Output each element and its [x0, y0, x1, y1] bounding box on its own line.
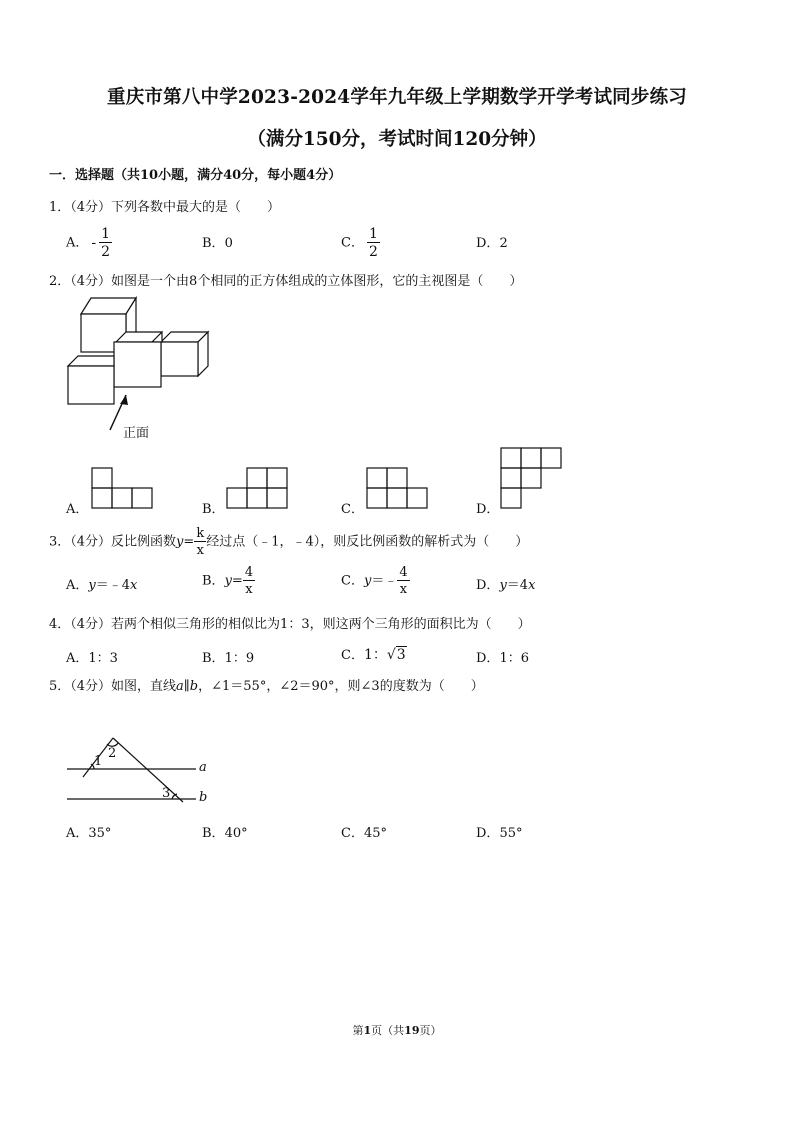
- option-text: 2: [499, 236, 508, 251]
- option-text: 0: [224, 236, 233, 251]
- q3-option-c: [341, 566, 410, 596]
- denominator: x: [245, 582, 253, 597]
- q4-option-b: [202, 647, 254, 666]
- option-label: A．: [66, 578, 89, 593]
- q2-option-d-label: D．: [476, 502, 500, 517]
- parallel-lines-figure: [60, 730, 220, 810]
- section-title: 一．选择题（共10小题，满分40分，每小题4分）: [49, 168, 342, 183]
- var-x: x: [130, 578, 138, 593]
- numerator: k: [196, 526, 205, 541]
- q1-option-a: [66, 227, 112, 259]
- q3-option-b: [202, 566, 255, 596]
- option-text: 45°: [363, 826, 387, 841]
- option-label: C．: [341, 826, 364, 841]
- footer-prefix: 第: [352, 1024, 364, 1037]
- page-title: 重庆市第八中学2023-2024学年九年级上学期数学开学考试同步练习: [107, 87, 687, 108]
- sqrt-icon: √: [386, 647, 396, 663]
- sqrt-radicand: 3: [396, 647, 406, 663]
- denominator: 2: [101, 244, 111, 260]
- question-5-stem: [49, 675, 484, 694]
- var-y: y: [176, 534, 184, 550]
- minus-sign: -: [91, 234, 97, 251]
- q2-option-c-figure: [366, 467, 430, 509]
- stem-suffix: ，∠1＝55°，∠2＝90°，则∠3的度数为（ ）: [198, 679, 484, 694]
- angle-1-label: 1: [94, 754, 103, 769]
- q2-option-a-label: A．: [66, 502, 89, 517]
- option-label: B．: [202, 651, 225, 666]
- line-a-label: a: [199, 760, 207, 775]
- q2-option-d-figure: [500, 447, 564, 509]
- q4-option-a: [66, 647, 118, 666]
- option-label: D．: [476, 651, 500, 666]
- option-label: B．: [202, 236, 225, 251]
- option-label: C．: [341, 573, 364, 589]
- q5-option-d: [476, 822, 522, 841]
- page-subtitle: （满分150分，考试时间120分钟）: [247, 129, 547, 150]
- expr: ＝﹣: [371, 573, 398, 589]
- footer-middle: 页（共: [371, 1024, 405, 1037]
- option-label: C．: [341, 235, 364, 251]
- stem-suffix: 经过点（﹣1，﹣4），则反比例函数的解析式为（ ）: [206, 534, 529, 550]
- page-number: 1: [363, 1024, 372, 1037]
- numerator: 4: [244, 565, 254, 580]
- equals: =: [183, 534, 195, 550]
- total-pages: 19: [404, 1024, 420, 1037]
- q2-option-a-figure: [91, 467, 155, 509]
- front-view-label: 正面: [123, 426, 150, 441]
- var-y: y: [499, 578, 507, 593]
- option-label: C．: [341, 648, 364, 663]
- var-x: x: [528, 578, 536, 593]
- question-1-stem: 1．（4分）下列各数中最大的是（ ）: [49, 200, 281, 215]
- angle-2-label: 2: [108, 746, 117, 761]
- option-text: 35°: [88, 826, 112, 841]
- numerator: 1: [368, 226, 378, 242]
- q1-option-b: [202, 232, 233, 251]
- q1-option-c: [341, 227, 380, 259]
- stem-lines: a∥b: [176, 679, 199, 694]
- q4-option-d: [476, 647, 529, 666]
- stem-prefix: 5．（4分）如图，直线: [49, 679, 177, 694]
- footer-suffix: 页）: [419, 1024, 442, 1037]
- option-label: A．: [66, 235, 89, 251]
- q4-option-c: [341, 644, 407, 664]
- stem-prefix: 3．（4分）反比例函数: [49, 534, 177, 550]
- line-b-label: b: [199, 790, 208, 805]
- option-text: 1：: [363, 647, 387, 663]
- question-3-stem: [49, 527, 528, 557]
- fraction: [397, 566, 409, 596]
- q2-option-c-label: C．: [341, 502, 364, 517]
- triangle-side-right: [113, 738, 183, 802]
- q1-option-d: [476, 232, 508, 251]
- q5-option-b: [202, 822, 248, 841]
- fraction: [194, 527, 206, 557]
- option-text: 1：3: [88, 651, 118, 666]
- expr: ＝﹣4: [95, 578, 131, 593]
- option-text: 1：6: [499, 651, 529, 666]
- question-4-stem: 4．（4分）若两个相似三角形的相似比为1：3，则这两个三角形的面积比为（ ）: [49, 617, 531, 632]
- option-text: 1：9: [224, 651, 255, 666]
- option-text: 40°: [224, 826, 248, 841]
- q3-option-a: [66, 574, 137, 593]
- option-text: 55°: [499, 826, 523, 841]
- option-label: B．: [202, 826, 225, 841]
- numerator: 4: [399, 565, 408, 580]
- denominator: x: [196, 543, 204, 558]
- expr: ＝4: [506, 578, 529, 593]
- denominator: x: [399, 582, 408, 597]
- option-label: D．: [476, 236, 500, 251]
- fraction: [367, 227, 380, 259]
- page-footer: [0, 1022, 794, 1038]
- option-label: A．: [66, 651, 89, 666]
- q5-option-c: [341, 822, 387, 841]
- arrow-head-icon: [120, 395, 128, 405]
- option-label: A．: [66, 826, 89, 841]
- var-y: y: [88, 578, 96, 593]
- q2-option-b-label: B．: [202, 502, 225, 517]
- option-label: D．: [476, 826, 500, 841]
- equals: =: [231, 573, 243, 589]
- q3-option-d: [476, 574, 535, 593]
- angle-3-label: 3: [162, 786, 171, 801]
- q2-option-b-figure: [226, 467, 290, 509]
- fraction: [243, 566, 255, 596]
- option-label: D．: [476, 578, 500, 593]
- var-y: y: [224, 573, 232, 589]
- numerator: 1: [101, 226, 111, 242]
- cube-stack-figure: [60, 292, 220, 442]
- question-2-stem: 2．（4分）如图是一个由8个相同的正方体组成的立体图形，它的主视图是（ ）: [49, 274, 523, 289]
- option-label: B．: [202, 573, 225, 589]
- var-y: y: [363, 573, 372, 589]
- q5-option-a: [66, 822, 111, 841]
- fraction: [99, 227, 112, 259]
- denominator: 2: [368, 244, 378, 260]
